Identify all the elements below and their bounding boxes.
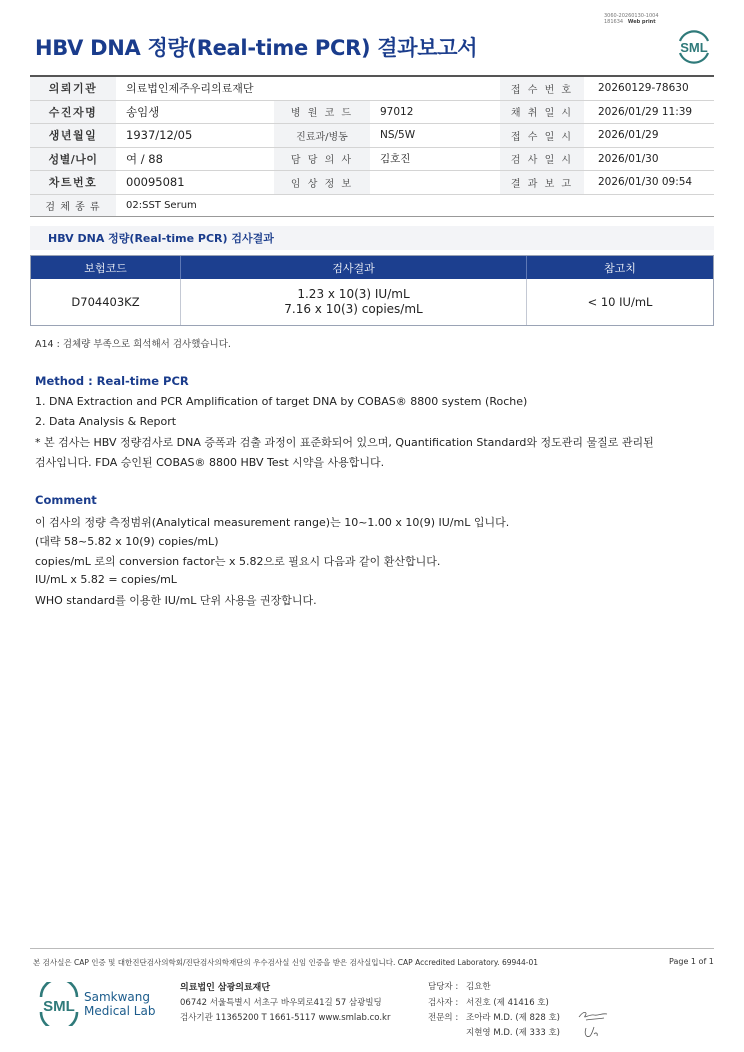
value-clinical-info: [370, 171, 500, 194]
value-receipt-date: 2026/01/29: [598, 129, 659, 142]
print-id-line1: 3060-20260130-1004: [604, 13, 659, 19]
signature-icon: [582, 1024, 604, 1040]
value-requesting-institution: 의료법인제주우리의료재단: [126, 82, 254, 96]
label-chart-number: 차트번호: [30, 171, 116, 194]
value-birth-date: 1937/12/05: [126, 128, 193, 143]
print-mode: Web print: [627, 19, 656, 25]
staff-line: 검사자 : 서진호 (제 41416 호): [428, 998, 549, 1008]
label-receipt-number: 접 수 번 호: [500, 77, 584, 100]
value-test-date: 2026/01/30: [598, 152, 659, 165]
value-receipt-number: 20260129-78630: [598, 82, 689, 95]
staff-line: 전문의 : 조아라 M.D. (제 828 호): [428, 1013, 561, 1023]
value-sex-age: 여 / 88: [126, 151, 163, 166]
header-reference: 참고치: [604, 261, 636, 275]
svg-text:SML: SML: [680, 40, 708, 55]
label-birth-date: 생년월일: [30, 124, 116, 147]
info-row: [30, 195, 714, 217]
label-department: 진료과/병동: [274, 124, 370, 147]
value-doctor: 김호진: [380, 153, 411, 166]
result-iu: 1.23 x 10(3) IU/mL: [297, 287, 410, 301]
label-clinical-info: 임 상 정 보: [274, 171, 370, 194]
value-collection-time: 2026/01/29 11:39: [598, 105, 693, 118]
svg-text:SML: SML: [43, 998, 75, 1015]
info-row: [30, 77, 714, 101]
organization-name: 의료법인 삼광의료재단: [180, 983, 271, 993]
certification-text: 본 검사실은 CAP 인증 및 대한진단검사의학회/진단검사의학재단의 우수검사실 신임 인증을 받은 검사실입니다. CAP Accredited Laboratory. 69944-01: [33, 958, 539, 967]
label-doctor: 담 당 의 사: [274, 148, 370, 171]
signature-icon: [576, 1008, 610, 1024]
value-chart-number: 00095081: [126, 175, 185, 190]
footer-divider: [30, 948, 714, 949]
method-line: 1. DNA Extraction and PCR Amplification of target DNA by COBAS® 8800 system (Roche): [35, 395, 528, 408]
label-requesting-institution: 의뢰기관: [30, 77, 116, 100]
method-title: Method : Real-time PCR: [35, 374, 189, 388]
page-number: Page 1 of 1: [669, 957, 714, 966]
print-id-line2: 181634 Web print: [604, 19, 656, 25]
comment-line: WHO standard를 이용한 IU/mL 단위 사용을 권장합니다.: [35, 594, 317, 607]
comment-line: IU/mL x 5.82 = copies/mL: [35, 573, 177, 586]
info-row: [30, 148, 714, 172]
label-hospital-code: 병 원 코 드: [274, 101, 370, 124]
result-copies: 7.16 x 10(3) copies/mL: [284, 302, 423, 316]
label-collection-time: 채 취 일 시: [500, 101, 584, 124]
result-table: [30, 255, 714, 326]
staff-line: 담당자 : 김요한: [428, 982, 491, 992]
value-report-time: 2026/01/30 09:54: [598, 176, 693, 189]
label-specimen-type: 검 체 종 류: [30, 195, 116, 216]
print-meta: [604, 13, 659, 25]
header-insurance-code: 보험코드: [31, 256, 181, 279]
header-test-result: 검사결과: [181, 256, 527, 279]
test-result: [181, 279, 527, 325]
dilution-note: A14 : 검체량 부족으로 희석해서 검사했습니다.: [35, 339, 231, 350]
value-hospital-code: 97012: [380, 105, 414, 118]
info-row: [30, 124, 714, 148]
staff-line: 지현영 M.D. (제 333 호): [466, 1028, 561, 1038]
table-row: [31, 279, 713, 325]
label-report-time: 결 과 보 고: [500, 171, 584, 194]
sml-logo-icon: [36, 982, 82, 1026]
value-patient-name: 송임생: [126, 104, 160, 119]
info-row: [30, 171, 714, 195]
organization-contact: 검사기관 11365200 T 1661-5117 www.smlab.co.kr: [180, 1013, 391, 1023]
comment-line: copies/mL 로의 conversion factor는 x 5.82으로 필요시 다음과 같이 환산합니다.: [35, 555, 441, 568]
organization-address: 06742 서울특별시 서초구 바우뫼로41길 57 삼광빌딩: [180, 998, 382, 1008]
patient-info-table: [30, 75, 714, 217]
value-department: NS/5W: [380, 129, 416, 142]
info-row: [30, 101, 714, 125]
value-specimen-type: 02:SST Serum: [126, 199, 197, 211]
method-line: * 본 검사는 HBV 정량검사로 DNA 증폭과 검출 과정이 표준화되어 있으며, Quantification Standard와 정도관리 물질로 관리된: [35, 436, 654, 449]
result-table-header: [31, 256, 713, 279]
label-patient-name: 수진자명: [30, 101, 116, 124]
method-line: 2. Data Analysis & Report: [35, 415, 177, 428]
method-line: 검사입니다. FDA 승인된 COBAS® 8800 HBV Test 시약을 사용합니다.: [35, 456, 385, 469]
comment-title: Comment: [35, 493, 97, 507]
sml-logo-icon: [674, 26, 714, 66]
insurance-code: D704403KZ: [31, 279, 181, 325]
brand-name: Samkwang Medical Lab: [84, 990, 156, 1018]
label-receipt-date: 접 수 일 시: [500, 124, 584, 147]
reference-value: < 10 IU/mL: [587, 295, 653, 309]
label-sex-age: 성별/나이: [30, 148, 116, 171]
label-test-date: 검 사 일 시: [500, 148, 584, 171]
comment-line: (대략 58~5.82 x 10(9) copies/mL): [35, 535, 219, 548]
result-section-title: HBV DNA 정량(Real-time PCR) 검사결과: [30, 226, 714, 250]
comment-line: 이 검사의 정량 측정범위(Analytical measurement range)는 10~1.00 x 10(9) IU/mL 입니다.: [35, 516, 510, 529]
report-title: HBV DNA 정량(Real-time PCR) 결과보고서: [35, 36, 478, 60]
